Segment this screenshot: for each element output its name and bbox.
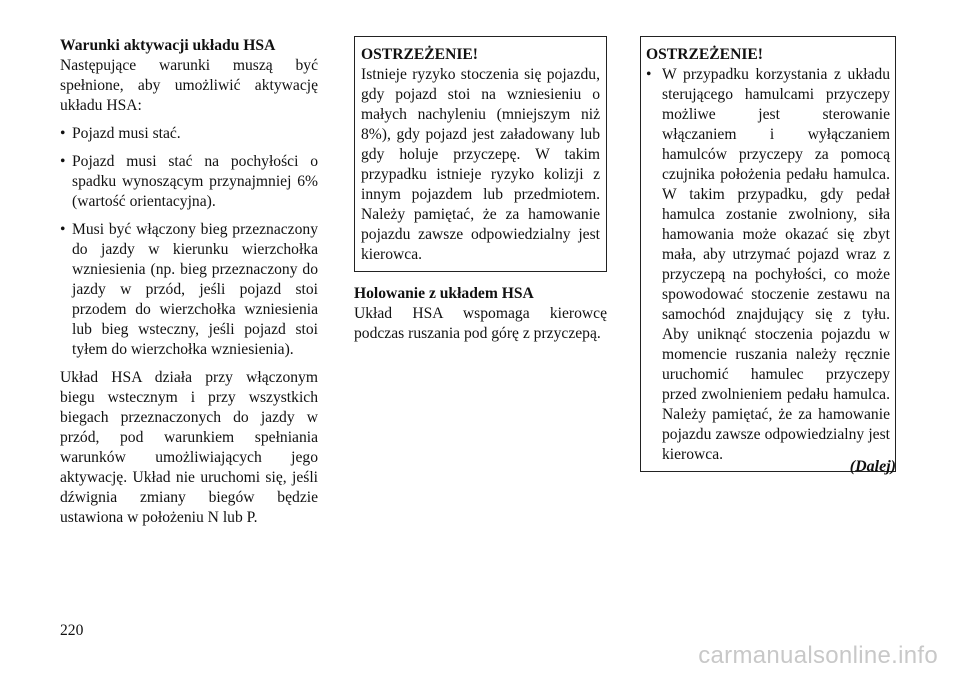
warning-text: Istnieje ryzyko stoczenia się pojazdu, gdy pojazd stoi na wzniesieniu o małych nachyleniu (mniejszym niż 8%), gdy pojazd jest załadowany lub gdy holuje przyczepę. W takim przypadku istnieje ryzyko kolizji z innym pojazdem lub przedmiotem. Należy pamiętać, że za hamowanie pojazdu zawsze odpowiedzialny jest kierowca.: [361, 66, 600, 263]
watermark: carmanualsonline.info: [698, 642, 938, 669]
towing-text: Układ HSA wspomaga kierowcę podczas ruszania pod górę z przyczepą.: [354, 305, 607, 342]
warning-text: W przypadku korzystania z układu sterującego hamulcami przyczepy możliwe jest sterowanie włączaniem i wyłączaniem hamulców przyczepy za pomocą czujnika położenia pedału hamulca. W takim przypadku, gdy pedał hamulca zostanie zwolniony, siła hamowania może okazać się zbyt mała, aby utrzymać pojazd wraz z przyczepą na pochyłości, co może spowodować stoczenie zestawu na samochód znajdujący się z tyłu. Aby uniknąć stoczenia pojazdu w momencie ruszania należy ręcznie uruchomić hamulec przyczepy przed zwolnieniem pedału hamulca. Należy pamiętać, że za hamowanie pojazdu zawsze odpowiedzialny jest kierowca.: [662, 66, 890, 463]
condition-text: Pojazd musi stać na pochyłości o spadku wynoszącym przynajmniej 6% (wartość orientacyjna).: [72, 153, 318, 210]
list-item: [60, 124, 318, 144]
right-column: [640, 36, 896, 472]
towing-heading: Holowanie z układem HSA: [354, 285, 534, 302]
bullet-marker: •: [646, 66, 652, 83]
bullet-marker: •: [60, 125, 66, 142]
bullet-marker: •: [60, 221, 66, 238]
warning-title: OSTRZEŻENIE!: [361, 46, 478, 63]
warning-box: [354, 36, 607, 272]
activation-intro: Następujące warunki muszą być spełnione, aby umożliwić aktywację układu HSA:: [60, 57, 318, 114]
left-column: [60, 36, 318, 536]
continued-label: (Dalej): [849, 458, 896, 475]
warning-box: [640, 36, 896, 472]
list-item: [60, 152, 318, 212]
list-item: [646, 65, 890, 465]
warning-list: [646, 65, 890, 465]
hsa-operation-paragraph: Układ HSA działa przy włączonym biegu wstecznym i przy wszystkich biegach przeznaczonych do jazdy w przód, pod warunkiem spełniania warunków umożliwiających jego aktywację. Układ nie uruchomi się, jeśli dźwignia zmiany biegów będzie ustawiona w położeniu N lub P.: [60, 369, 318, 526]
bullet-marker: •: [60, 153, 66, 170]
activation-conditions-list: [60, 124, 318, 360]
hsa-activation-heading: Warunki aktywacji układu HSA: [60, 37, 276, 54]
page-number: 220: [60, 622, 84, 639]
list-item: [60, 220, 318, 360]
condition-text: Musi być włączony bieg przeznaczony do jazdy w kierunku wierzchołka wzniesienia (np. bieg przeznaczony do jazdy w przód, jeśli pojazd stoi przodem do wierzchołka wzniesienia lub bieg wsteczny, jeśli pojazd stoi tyłem do wierzchołka wzniesienia).: [72, 221, 318, 358]
middle-column: [354, 36, 607, 344]
condition-text: Pojazd musi stać.: [72, 125, 181, 142]
warning-title: OSTRZEŻENIE!: [646, 46, 763, 63]
